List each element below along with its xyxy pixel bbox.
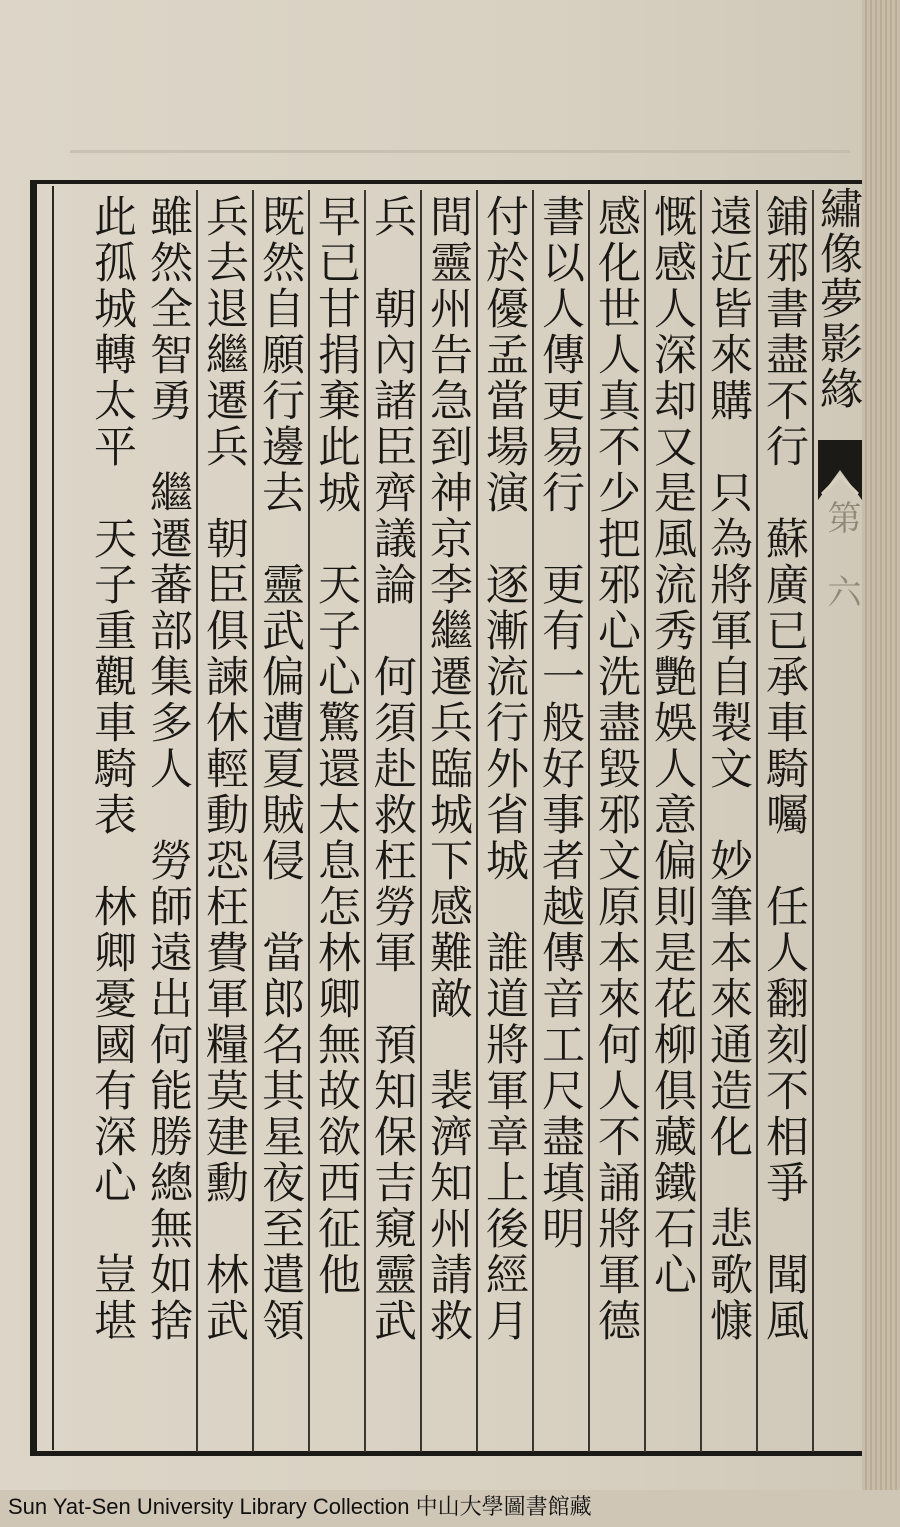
collection-caption: Sun Yat-Sen University Library Collection 中山大學圖書館藏 [8, 1494, 592, 1519]
text-column-12: 雖然全智勇 繼遷蕃部集多人 勞師遠出何能勝總無如捨 [142, 190, 198, 1452]
text-column-9: 早已甘捐棄此城 天子心驚還太息怎林卿無故欲西征他 [310, 190, 366, 1452]
inner-border-rule [52, 186, 54, 1450]
text-column-4: 感化世人真不少把邪心洗盡毀邪文原本來何人不誦將軍德 [590, 190, 646, 1452]
text-column-2: 遠近皆來購 只為將軍自製文 妙筆本來通造化 悲歌慷 [702, 190, 758, 1452]
page-edge-fold [862, 0, 900, 1490]
running-title: 繡像夢影緣 [813, 186, 863, 411]
fish-tail-mark [818, 440, 862, 500]
margin-marks: 第 六 [821, 500, 861, 608]
text-column-10: 既然自願行邊去 靈武偏遭夏賊侵 當郎名其星夜至遣領 [254, 190, 310, 1452]
text-column-3: 慨感人深却又是風流秀艷娛人意偏則是花柳俱藏鐵石心 [646, 190, 702, 1452]
text-column-13: 此孤城轉太平 天子重觀車騎表 林卿憂國有深心 豈堪 [87, 194, 137, 1344]
text-column-6: 付於優孟當場演 逐漸流行外省城 誰道將軍章上後經月 [478, 190, 534, 1452]
text-column-1: 鋪邪書盡不行 蘇廣已承車騎囑 任人翻刻不相爭 聞風 [758, 190, 814, 1452]
text-column-11: 兵去退繼遷兵 朝臣俱諫休輕動恐枉費軍糧莫建勳 林武 [198, 190, 254, 1452]
text-column-7: 間靈州告急到神京李繼遷兵臨城下感難敵 裴濟知州請救 [422, 190, 478, 1452]
text-column-5: 書以人傳更易行 更有一般好事者越傳音工尺盡填明 [534, 190, 590, 1452]
text-column-8: 兵 朝內諸臣齊議論 何須赴救枉勞軍 預知保吉窺靈武 [366, 190, 422, 1452]
